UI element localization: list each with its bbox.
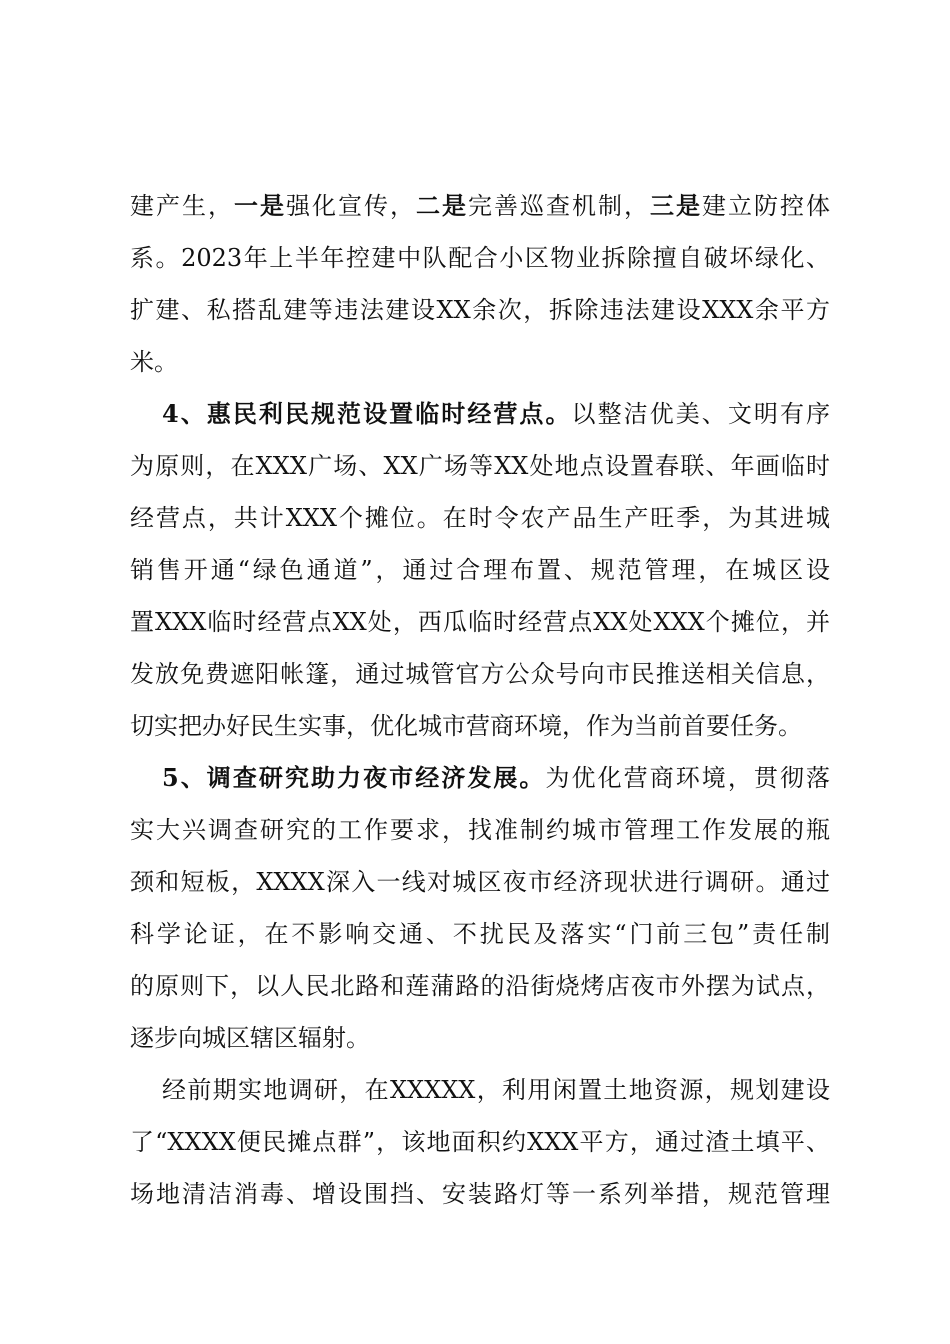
paragraph-3-line-1-rest: 为优化营商环境，贯彻落 xyxy=(545,764,831,792)
paragraph-2-line-6: 发放免费遮阳帐篷，通过城管官方公众号向市民推送相关信息， xyxy=(130,660,830,688)
section-5-heading: 5、调查研究助力夜市经济发展。 xyxy=(162,763,546,792)
paragraph-1-text-1: 建产生， xyxy=(130,192,234,220)
paragraph-3-line-2: 实大兴调查研究的工作要求，找准制约城市管理工作发展的瓶 xyxy=(130,816,830,844)
paragraph-2-line-1-rest: 以整洁优美、文明有序 xyxy=(571,400,830,428)
section-4-heading: 4、惠民利民规范设置临时经营点。 xyxy=(162,399,572,428)
paragraph-1-text-2: 强化宣传， xyxy=(286,192,416,220)
paragraph-2-line-4: 销售开通“绿色通道”，通过合理布置、规范管理，在城区设 xyxy=(130,556,830,584)
paragraph-1-line-2: 系。2023年上半年控建中队配合小区物业拆除擅自破坏绿化、 xyxy=(130,244,830,272)
paragraph-2-line-5: 置XXX临时经营点XX处，西瓜临时经营点XX处XXX个摊位，并 xyxy=(130,608,830,636)
paragraph-1-text-4: 建立防控体 xyxy=(702,192,830,220)
paragraph-4-line-3: 场地清洁消毒、增设围挡、安装路灯等一系列举措，规范管理 xyxy=(130,1180,830,1208)
paragraph-1-line-3: 扩建、私搭乱建等违法建设XX余次，拆除违法建设XXX余平方 xyxy=(130,296,830,324)
paragraph-2-line-7: 切实把办好民生实事，优化城市营商环境，作为当前首要任务。 xyxy=(130,712,802,740)
paragraph-1-line-1 xyxy=(130,186,830,226)
paragraph-4-line-1: 经前期实地调研，在XXXXX，利用闲置土地资源，规划建设 xyxy=(162,1076,830,1104)
paragraph-2-line-2: 为原则，在XXX广场、XX广场等XX处地点设置春联、年画临时 xyxy=(130,452,830,480)
paragraph-3-line-5: 的原则下，以人民北路和莲蒲路的沿街烧烤店夜市外摆为试点， xyxy=(130,972,830,1000)
paragraph-1-bold-1: 一是 xyxy=(234,191,286,220)
paragraph-2-line-3: 经营点，共计XXX个摊位。在时令农产品生产旺季，为其进城 xyxy=(130,504,830,532)
paragraph-1-bold-2: 二是 xyxy=(416,191,468,220)
paragraph-3-line-1 xyxy=(162,758,830,798)
paragraph-1-text-3: 完善巡查机制， xyxy=(468,192,650,220)
paragraph-3-line-6: 逐步向城区辖区辐射。 xyxy=(130,1024,370,1052)
paragraph-4-line-2: 了“XXXX便民摊点群”，该地面积约XXX平方，通过渣土填平、 xyxy=(130,1128,830,1156)
paragraph-3-line-3: 颈和短板，XXXX深入一线对城区夜市经济现状进行调研。通过 xyxy=(130,868,830,896)
paragraph-1-bold-3: 三是 xyxy=(650,191,702,220)
paragraph-3-line-4: 科学论证，在不影响交通、不扰民及落实“门前三包”责任制 xyxy=(130,920,830,948)
paragraph-2-line-1 xyxy=(162,394,830,434)
paragraph-1-line-4: 米。 xyxy=(130,348,178,376)
